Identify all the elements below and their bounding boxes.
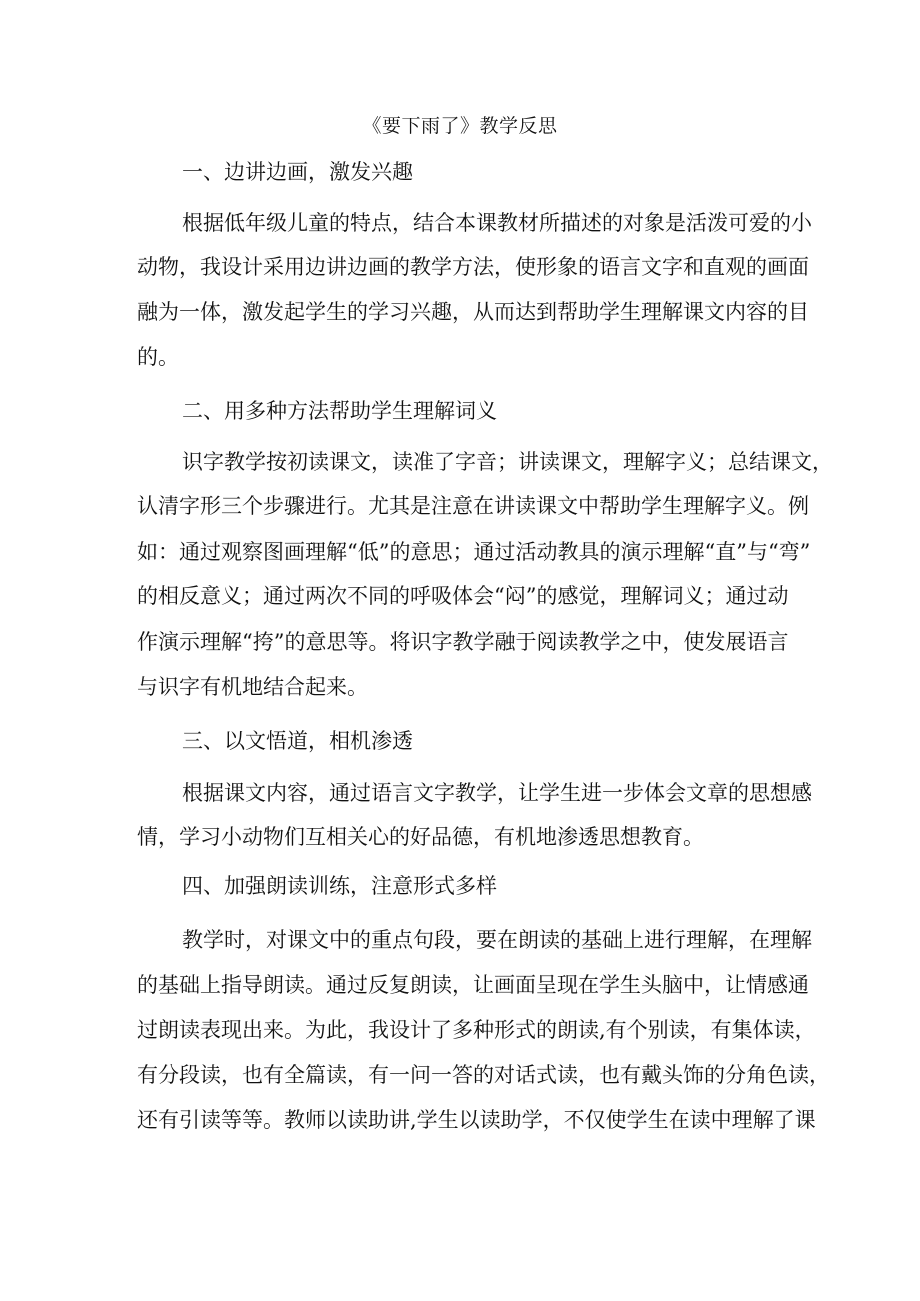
paragraph-line: 情，学习小动物们互相关心的好品德，有机地渗透思想教育。 bbox=[137, 825, 704, 849]
paragraph-line: 作演示理解“挎”的意思等。将识字教学融于阅读教学之中，使发展语言 bbox=[137, 630, 789, 654]
paragraph-line: 如：通过观察图画理解“低”的意思；通过活动教具的演示理解“直”与“弯” bbox=[137, 540, 811, 564]
paragraph-line: 融为一体，激发起学生的学习兴趣，从而达到帮助学生理解课文内容的目 bbox=[137, 300, 809, 324]
paragraph-line: 有分段读，也有全篇读，有一问一答的对话式读，也有戴头饰的分角色读， bbox=[137, 1063, 830, 1087]
section-heading-3: 三、以文悟道，相机渗透 bbox=[182, 729, 413, 753]
paragraph-line: 的基础上指导朗读。通过反复朗读，让画面呈现在学生头脑中，让情感通 bbox=[137, 973, 809, 997]
paragraph-line: 的。 bbox=[137, 345, 179, 369]
section-heading-2: 二、用多种方法帮助学生理解词义 bbox=[182, 399, 497, 423]
paragraph-line: 动物，我设计采用边讲边画的教学方法，使形象的语言文字和直观的画面 bbox=[137, 255, 809, 279]
paragraph-line: 根据低年级儿童的特点，结合本课教材所描述的对象是活泼可爱的小 bbox=[182, 211, 812, 235]
paragraph-line: 还有引读等等。教师以读助讲,学生以读助学，不仅使学生在读中理解了课 bbox=[137, 1108, 816, 1132]
paragraph-line: 的相反意义；通过两次不同的呼吸体会“闷”的感觉，理解词义；通过动 bbox=[137, 584, 789, 608]
section-heading-4: 四、加强朗读训练，注意形式多样 bbox=[182, 874, 497, 898]
paragraph-line: 与识字有机地结合起来。 bbox=[137, 675, 368, 699]
document-title: 《要下雨了》教学反思 bbox=[362, 115, 558, 137]
paragraph-line: 认清字形三个步骤进行。尤其是注意在讲读课文中帮助学生理解字义。例 bbox=[137, 494, 809, 518]
section-heading-1: 一、边讲边画，激发兴趣 bbox=[182, 160, 413, 184]
paragraph-line: 根据课文内容，通过语言文字教学，让学生进一步体会文章的思想感 bbox=[182, 781, 812, 805]
paragraph-line: 教学时，对课文中的重点句段，要在朗读的基础上进行理解，在理解 bbox=[182, 928, 812, 952]
paragraph-line: 过朗读表现出来。为此，我设计了多种形式的朗读,有个别读，有集体读， bbox=[137, 1018, 816, 1042]
paragraph-line: 识字教学按初读课文，读准了字音；讲读课文，理解字义；总结课文， bbox=[182, 450, 833, 474]
